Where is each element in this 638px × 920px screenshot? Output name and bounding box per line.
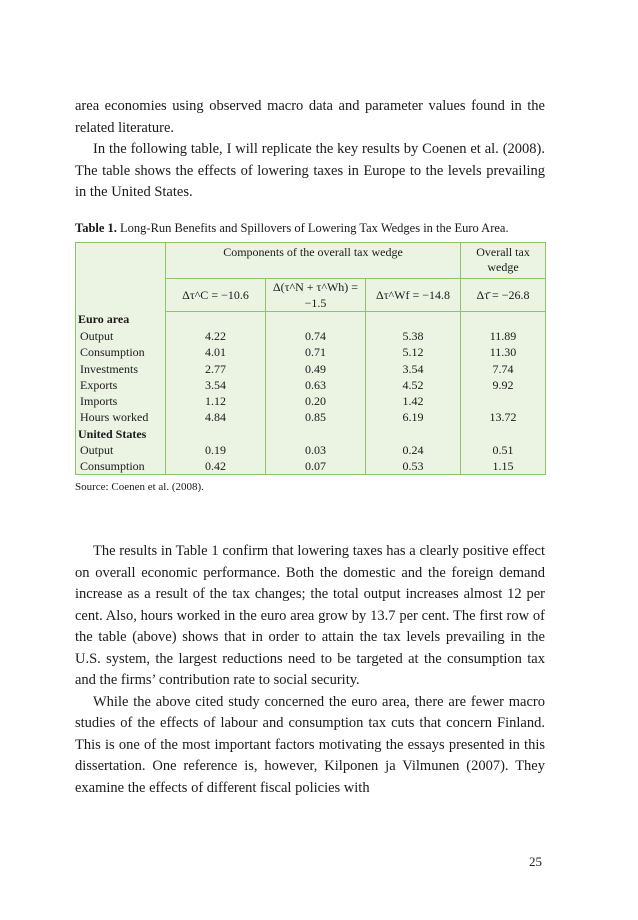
row-label: Output (76, 442, 166, 458)
table-row (76, 442, 546, 458)
group-label: Euro area (76, 311, 166, 328)
page-content (75, 96, 545, 799)
group-header-row (76, 426, 546, 442)
value-cell: 3.54 (166, 377, 266, 393)
value-cell: 11.89 (461, 328, 546, 344)
value-cell: 4.84 (166, 409, 266, 425)
empty-cell (461, 426, 546, 442)
table-row (76, 328, 546, 344)
col-header-firm-contribution: Δτ^Wf = −14.8 (366, 278, 461, 311)
header-components: Components of the overall tax wedge (166, 242, 461, 278)
col-header-labour-tax: Δ(τ^N + τ^Wh) = −1.5 (266, 278, 366, 311)
row-label: Imports (76, 393, 166, 409)
value-cell: 7.74 (461, 360, 546, 376)
value-cell: 1.42 (366, 393, 461, 409)
table-source: Source: Coenen et al. (2008). (75, 481, 204, 494)
group-header-row (76, 311, 546, 328)
value-cell: 4.01 (166, 344, 266, 360)
intro-paragraph-1: area economies using observed macro data and parameter values found in the related literature. (75, 98, 545, 136)
value-cell: 3.54 (366, 360, 461, 376)
value-cell: 1.12 (166, 393, 266, 409)
value-cell: 2.77 (166, 360, 266, 376)
value-cell: 0.49 (266, 360, 366, 376)
row-label: Output (76, 328, 166, 344)
table-header-row-2 (76, 278, 546, 311)
empty-cell (266, 311, 366, 328)
table-header-row-1 (76, 242, 546, 278)
row-label: Consumption (76, 344, 166, 360)
empty-cell (166, 311, 266, 328)
value-cell: 0.85 (266, 409, 366, 425)
value-cell: 0.03 (266, 442, 366, 458)
value-cell: 1.15 (461, 458, 546, 475)
value-cell: 5.12 (366, 344, 461, 360)
table-row (76, 393, 546, 409)
value-cell: 13.72 (461, 409, 546, 425)
table-row (76, 409, 546, 425)
value-cell: 0.53 (366, 458, 461, 475)
value-cell: 0.71 (266, 344, 366, 360)
value-cell: 0.42 (166, 458, 266, 475)
row-label: Hours worked (76, 409, 166, 425)
value-cell: 4.52 (366, 377, 461, 393)
table-row (76, 360, 546, 376)
intro-paragraph-2: In the following table, I will replicate the key results by Coenen et al. (2008). The table shows the effects of lowering taxes in Europe to the levels prevailing in the United States. (75, 141, 545, 200)
row-label: Consumption (76, 458, 166, 475)
table-row (76, 344, 546, 360)
table-caption-text: Long-Run Benefits and Spillovers of Lowering Tax Wedges in the Euro Area. (120, 220, 509, 235)
empty-cell (366, 426, 461, 442)
empty-cell (461, 311, 546, 328)
header-blank-cell-2 (76, 278, 166, 311)
row-label: Exports (76, 377, 166, 393)
table-row (76, 377, 546, 393)
table-row (76, 458, 546, 475)
value-cell: 6.19 (366, 409, 461, 425)
discussion-paragraph-1: The results in Table 1 confirm that lowering taxes has a clearly positive effect on overall economic performance. Both the domestic and the foreign demand increase as a result of the tax changes; the total output increases almost 12 per cent. Also, hours worked in the euro area grow by 13.7 per cent. The first row of the table (above) shows that in order to attain the tax levels prevailing in the U.S. system, the largest reductions need to be targeted at the consumption tax and the firms’ contribution rate to social security. (75, 543, 545, 689)
empty-cell (366, 311, 461, 328)
value-cell: 4.22 (166, 328, 266, 344)
header-overall: Overall tax wedge (461, 242, 546, 278)
value-cell: 0.19 (166, 442, 266, 458)
value-cell: 0.24 (366, 442, 461, 458)
row-label: Investments (76, 360, 166, 376)
value-cell: 9.92 (461, 377, 546, 393)
value-cell (461, 393, 546, 409)
group-label: United States (76, 426, 166, 442)
value-cell: 0.20 (266, 393, 366, 409)
value-cell: 0.07 (266, 458, 366, 475)
value-cell: 5.38 (366, 328, 461, 344)
table-caption (75, 220, 545, 236)
page-number: 25 (529, 854, 542, 869)
header-blank-cell (76, 242, 166, 278)
empty-cell (266, 426, 366, 442)
value-cell: 0.51 (461, 442, 546, 458)
col-header-consumption-tax: Δτ^C = −10.6 (166, 278, 266, 311)
tax-wedge-table (75, 242, 546, 476)
discussion-paragraph-2: While the above cited study concerned the euro area, there are fewer macro studies of the effects of labour and consumption tax cuts that concern Finland. This is one of the most important factors motivating the essays presented in this dissertation. One reference is, however, Kilponen ja Vilmunen (2007). They examine the effects of different fiscal policies with (75, 693, 545, 796)
discussion-section (75, 541, 545, 799)
value-cell: 0.74 (266, 328, 366, 344)
table-body (76, 311, 546, 475)
empty-cell (166, 426, 266, 442)
value-cell: 0.63 (266, 377, 366, 393)
table-caption-label: Table 1. (75, 220, 117, 235)
col-header-overall: Δτ̄ = −26.8 (461, 278, 546, 311)
value-cell: 11.30 (461, 344, 546, 360)
